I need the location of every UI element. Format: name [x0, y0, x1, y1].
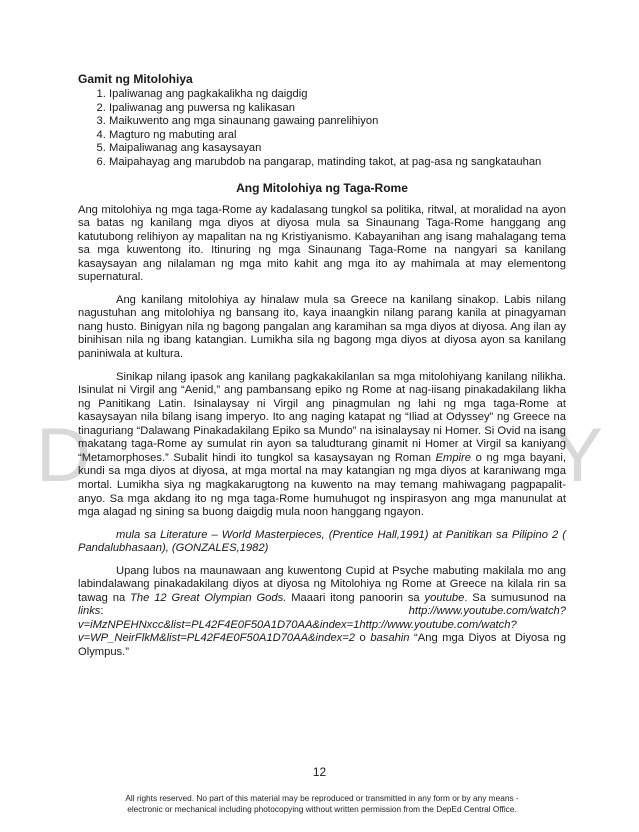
list-item: 2. Ipaliwanag ang puwersa ng kalikasan — [109, 102, 566, 116]
watermark-left-letter: D — [36, 413, 91, 498]
youtube-word: youtube — [424, 591, 465, 604]
video-links[interactable]: http://www.youtube.com/watch?v=iMzNPEHNxcc&list=PL42F4E0F50A1D70AA&index=1http://www.youtube.com/watch?v=WP_NeirFlkM&list=PL42F4E0F50A1D70AA&index=2 — [78, 605, 566, 645]
page-content — [78, 72, 566, 669]
list-item: 3. Maikuwento ang mga sinaunang gawaing panrelihiyon — [109, 115, 566, 129]
paragraph-4-text-f: “Ang mga Diyos at Diyosa ng Olympus.” — [78, 632, 566, 658]
olympian-gods-title: The 12 Great Olympian Gods. — [130, 591, 287, 604]
list-item: 1. Ipaliwanag ang pagkakalikha ng daigdig — [109, 88, 566, 102]
section-heading: Gamit ng Mitolohiya — [78, 72, 193, 86]
article-title: Ang Mitolohiya ng Taga-Rome — [236, 180, 408, 195]
source-citation: mula sa Literature – World Masterpieces, (Prentice Hall,1991) at Panitikan sa Pilipino 2 ( Pandalubhasaan), (GONZALES,1982) — [78, 528, 566, 555]
paragraph-3-text-a: Sinikap nilang ipasok ang kanilang pagkakakilanlan sa mga mitolohiyang kanilang nilikha. Isinulat ni Virgil ang “Aenid,” ang pambansang epiko ng Rome at nag-iisang pinakadakilang likha ng Panitikang Latin. Isinalaysay ni Virgil ang pinagmulan ng lahi ng mga taga-Rome at kasaysayan nila bilang isang imperyo. Ito ang naging katapat ng “Iliad at Odyssey” ng Greece na tinaguriang “Dalawang Pinakadakilang Epiko sa Mundo” na isinalaysay ni Homer. Si Ovid na isang makatang taga-Rome ay sumulat rin ayon sa taludturang ginamit ni Homer at Virgil sa kaniyang “Metamorphoses.” Subalit hindi ito tungkol sa kasaysayan ng Roman — [78, 370, 566, 464]
watermark-right-letter: Y — [552, 413, 603, 498]
page-number: 12 — [312, 765, 327, 779]
paragraph-2: Ang kanilang mitolohiya ay hinalaw mula sa Greece na kanilang sinakop. Labis nilang nagustuhan ang mitolohiya ng bansang ito, kaya inaangkin nilang parang kanila at pinagyaman nang husto. Binigyan nila ng bagong pangalan ang karamihan sa mga diyos at diyosa. Ang ilan ay binihisan nila ng ibang katangian. Lumikha sila ng bagong mga diyos at diyosa ayon sa kanilang paniniwala at kultura. — [78, 293, 566, 361]
links-word: links — [78, 605, 101, 618]
copyright-footer — [78, 793, 566, 815]
paragraph-4-text-c: . Sa sumusunod na — [464, 591, 567, 604]
basahin-word: basahin — [370, 632, 410, 645]
list-item: 6. Maipahayag ang marubdob na pangarap, matinding takot, at pag-asa ng sangkatauhan — [109, 156, 566, 170]
paragraph-4-text-b: Maaari itong panoorin sa — [286, 591, 425, 604]
list-item: 4. Magturo ng mabuting aral — [109, 129, 566, 143]
paragraph-3 — [78, 371, 566, 520]
list-item: 5. Maipaliwanag ang kasaysayan — [109, 142, 566, 156]
paragraph-3-emphasis: Empire — [435, 451, 471, 464]
copyright-line-2: electronic or mechanical including photocopying without written permission from the DepEd Central Office. — [127, 804, 517, 814]
paragraph-4-text-e: o — [355, 632, 371, 645]
paragraph-4 — [78, 565, 566, 660]
paragraph-1: Ang mitolohiya ng mga taga-Rome ay kadalasang tungkol sa politika, ritwal, at moralidad na ayon sa batas ng kanilang mga diyos at diyosa mula sa Sinaunang Taga-Rome hanggang ang katutubong relihiyon ay mapalitan na ng Kristiyanismo. Kabayanihan ang isang mahalagang tema sa mga kuwentong ito. Itinuring ng mga Sinaunang Taga-Rome na nangyari sa kanilang kasaysayan ang nilalaman ng mga mito kahit ang mga ito ay mahimala at may elementong supernatural. — [78, 203, 566, 284]
paragraph-4-text-a: Upang lubos na maunawaan ang kuwentong Cupid at Psyche mabuting makilala mo ang labindalawang pinakadakilang diyos at diyosa ng Mitolohiya ng Rome at Greece na kilala rin sa tawag na — [78, 564, 566, 604]
copyright-line-1: All rights reserved. No part of this material may be reproduced or transmitted in any form or by any means - — [125, 793, 519, 803]
paragraph-3-text-b: o ng mga bayani, kundi sa mga diyos at diyosa, at mga mortal na may katangian ng mga diyos at karaniwang mga mortal. Lumikha siya ng magkakarugtong na kuwento na may temang mahiwagang pagpapalit-anyo. Sa mga akdang ito ng mga taga-Rome humuhugot ng inspirasyon ang mga manunulat at mga alagad ng sining sa buong daigdig mula noon hanggang ngayon. — [78, 451, 566, 519]
purpose-list — [78, 88, 566, 170]
paragraph-4-text-d: : — [100, 605, 409, 618]
